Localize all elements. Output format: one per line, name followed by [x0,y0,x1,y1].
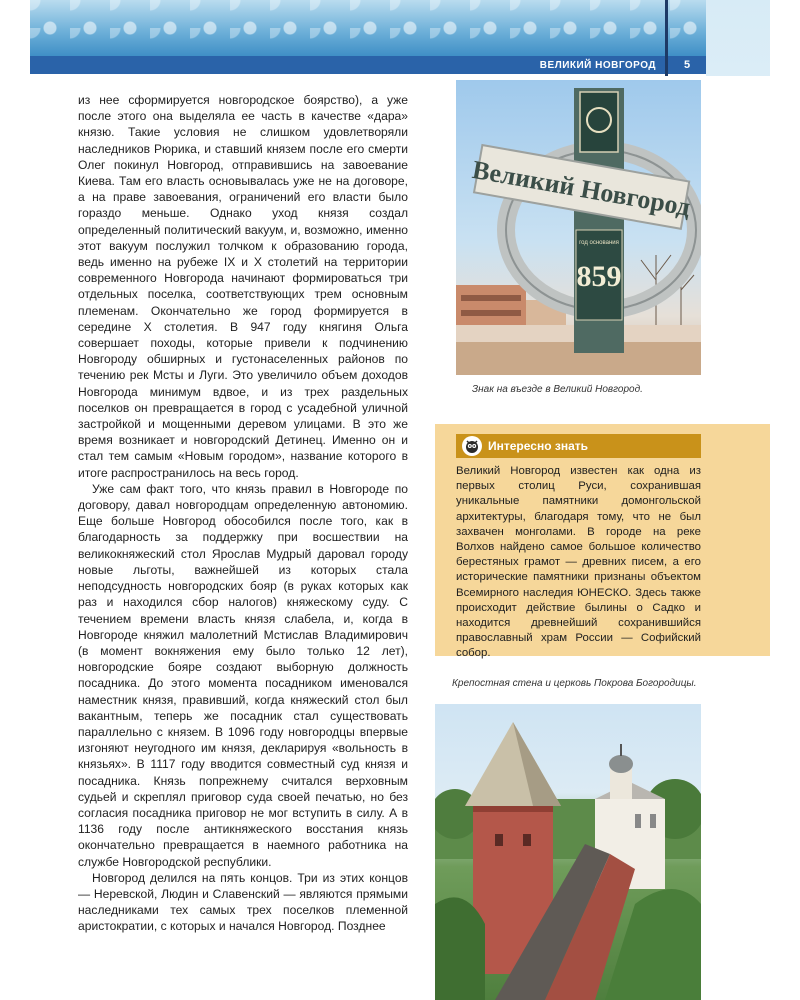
paragraph: из нее сформируется новгородское боярство), а уже после этого она выделяла ее часть в качестве «дара» князю. Такие условия не слишком удовлетворяли наследников Рюрика, и ставший князем после его смерти Олег покинул Новгород, отправившись на завоевание Киева. Там его власть основывалась уже не на договоре, а на праве завоевания, ограничений его власти было гораздо меньше. Однако уход князя создал определенный политический вакуум, и, возможно, именно этот вакуум послужил толчком к образованию города, ведь именно на рубеже IX и X столетий на территории современного Новгорода начинают формироваться три отдельных поселка, соответствующих трем основным племенам. Окончательно же город формируется в середине X столетия. В 947 году княгиня Ольга совершает походы, которые привели к подчинению Новгороду обширных и густонаселенных районов по течению рек Мсты и Луги. Это увеличило объем доходов Новгорода минимум вдвое, и из трех раздельных поселков он превращается в город с усадебной уличной застройкой и мощенными деревом улицами. В это же время возникает и новгородский Детинец. Именно он и стал тем самым «Новым городом», название которого в итоге распространилось на весь город. [78,93,408,480]
paragraph: Новгород делился на пять концов. Три из этих концов — Неревской, Людин и Славенский — являются прямыми наследниками тех самых трех поселков племенной аристократии, с которых и начался Новгород. Позднее [78,870,408,934]
sign-text: Великий Новгород [470,154,693,222]
main-text-column [78,92,408,935]
kremlin-illustration [435,704,701,1000]
decorative-banner [30,0,770,56]
section-title: ВЕЛИКИЙ НОВГОРОД [539,59,656,71]
sign-photo-caption: Знак на въезде в Великий Новгород. [472,384,643,395]
kremlin-wall-photo [435,704,701,1000]
building [456,285,526,330]
sign-number: 859 [576,260,622,293]
section-title-bar [30,56,666,74]
city-sign-photo [456,80,701,375]
city-sign-illustration [456,80,701,375]
wall-photo-caption: Крепостная стена и церковь Покрова Богородицы. [452,678,697,689]
owl-icon [462,436,482,456]
church-dome [609,755,633,773]
paragraph: Уже сам факт того, что князь правил в Новгороде по договору, давал новгородцам определенную автономию. Еще больше Новгород обособился после того, как в благодарность за поддержку при восшествии на великокняжеский стол Ярослав Мудрый даровал городу новые льготы, важнейшей из которых стала неподсудность новгородских бояр (в руках которых как раз и находился сбор налогов) княжескому суду. С течением времени власть князя слабела, и, когда в Новгороде княжил малолетний Мстислав Владимирович (в момент вокняжения ему было только 12 лет), новгородские бояре создают выборную должность посадника. До этого момента посадником именовался наместник князя, правивший, когда княжеский стол был вакантным, теперь же посадник стал существовать параллельно с князем. В 1096 году новгородцы впервые изгоняют неугодного им князя, декларируя «вольность в князьях». В 1117 году вводится совместный суд князя и посадника. Князь попрежнему считался верховным судьей и скреплял приговор суда своей печатью, но без согласия посадника приговор не мог вступить в силу. А в 1136 году после антикняжеского восстания князь окончательно превращается в наемного работника на службе Новгородской республики. [78,481,408,869]
info-box-text: Великий Новгород известен как одна из первых столиц Руси, сохранившая уникальные памятники домонгольской архитектуры, благодаря тому, что не был захвачен монголами. В городе на реке Волхов найдено самое большое количество берестяных грамот — древних писем, а его исторические памятники признаны объектом Всемирного наследия ЮНЕСКО. Здесь также происходит действие былины о Садко и находится древнейший сохранившийся православный храм России — Софийский собор. [456,465,701,660]
sign-small-text: год основания [579,240,619,246]
info-box-header [456,434,701,458]
info-box-title: Интересно знать [488,439,588,453]
page-number: 5 [668,56,706,74]
